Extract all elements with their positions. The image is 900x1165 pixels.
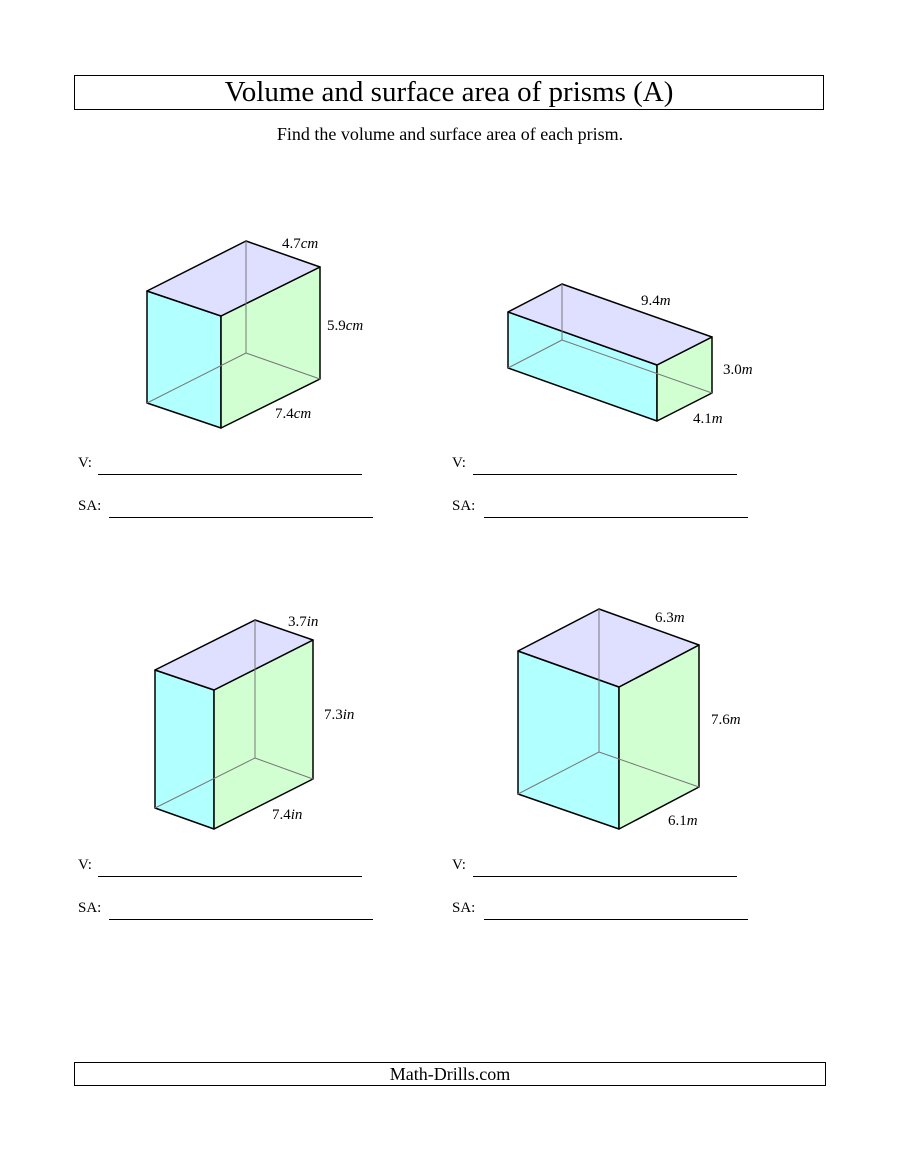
volume-label: V: — [78, 857, 92, 873]
prism-3-top-dimension: 3.7in — [288, 614, 319, 630]
prism-1-bottom-dimension: 7.4cm — [275, 406, 312, 422]
surface-area-answer-3[interactable] — [78, 900, 374, 920]
prism-3 — [155, 620, 313, 829]
instructions: Find the volume and surface area of each prism. — [276, 124, 624, 144]
footer-credit: Math-Drills.com — [74, 1062, 826, 1086]
prism-3-front-face — [155, 670, 214, 829]
prism-3-side-dimension: 7.3in — [324, 707, 355, 723]
worksheet-title: Volume and surface area of prisms (A) — [74, 75, 824, 110]
surface-area-label: SA: — [78, 900, 102, 916]
volume-answer-3[interactable] — [78, 857, 363, 877]
prism-3-bottom-dimension: 7.4in — [272, 807, 303, 823]
surface-area-answer-1[interactable] — [78, 498, 374, 518]
answer-line[interactable] — [484, 517, 748, 518]
prism-1-side-dimension: 5.9cm — [327, 318, 364, 334]
surface-area-label: SA: — [452, 900, 476, 916]
prism-4-bottom-dimension: 6.1m — [668, 813, 698, 829]
volume-answer-2[interactable] — [452, 455, 738, 475]
prism-1-top-dimension: 4.7cm — [282, 236, 319, 252]
prism-2-side-dimension: 3.0m — [723, 362, 753, 378]
answer-line[interactable] — [473, 876, 737, 877]
surface-area-answer-4[interactable] — [452, 900, 749, 920]
surface-area-label: SA: — [452, 498, 476, 514]
answer-line[interactable] — [109, 919, 373, 920]
volume-label: V: — [452, 857, 466, 873]
answer-line[interactable] — [98, 474, 362, 475]
answer-line[interactable] — [473, 474, 737, 475]
volume-answer-1[interactable] — [78, 455, 363, 475]
prism-2 — [508, 284, 712, 421]
prism-4-top-dimension: 6.3m — [655, 610, 685, 626]
volume-answer-4[interactable] — [452, 857, 738, 877]
prism-4 — [518, 609, 699, 829]
prism-4-side-dimension: 7.6m — [711, 712, 741, 728]
answer-line[interactable] — [98, 876, 362, 877]
volume-label: V: — [452, 455, 466, 471]
prism-2-bottom-dimension: 4.1m — [693, 411, 723, 427]
surface-area-label: SA: — [78, 498, 102, 514]
answer-line[interactable] — [109, 517, 373, 518]
surface-area-answer-2[interactable] — [452, 498, 749, 518]
volume-label: V: — [78, 455, 92, 471]
answer-line[interactable] — [484, 919, 748, 920]
prism-2-top-dimension: 9.4m — [641, 293, 671, 309]
prism-1 — [147, 241, 320, 428]
